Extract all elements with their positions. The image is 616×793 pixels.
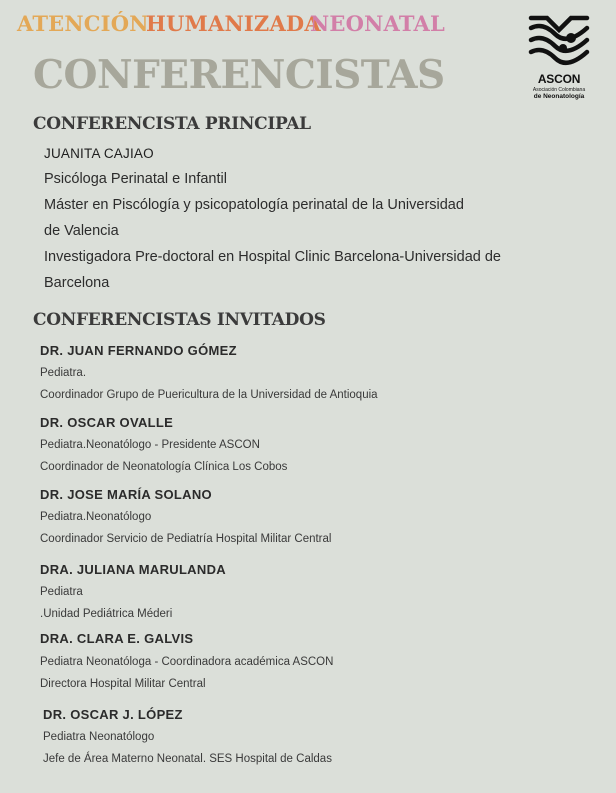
speaker-name: DR. JOSE MARÍA SOLANO [40, 487, 212, 502]
speaker-line: Pediatra Neonatóloga - Coordinadora académica ASCON [40, 656, 334, 668]
speaker-name: DRA. CLARA E. GALVIS [40, 631, 194, 646]
principal-line: Psicóloga Perinatal e Infantil [44, 171, 227, 187]
principal-line: Máster en Piscólogía y psicopatología perinatal de la Universidad [44, 197, 464, 213]
speaker-line: Coordinador Grupo de Puericultura de la Universidad de Antioquia [40, 389, 378, 401]
speaker-name: DRA. JULIANA MARULANDA [40, 562, 226, 577]
speaker-line: Directora Hospital Militar Central [40, 678, 206, 690]
speaker-line: Coordinador de Neonatología Clínica Los Cobos [40, 461, 288, 473]
principal-line: Investigadora Pre-doctoral en Hospital Clinic Barcelona-Universidad de [44, 249, 501, 265]
page-title: CONFERENCISTAS [33, 52, 445, 98]
principal-line: de Valencia [44, 223, 119, 239]
speaker-line: Pediatra Neonatólogo [43, 731, 155, 743]
speaker-name: DR. OSCAR J. LÓPEZ [43, 707, 183, 722]
speaker-line: Jefe de Área Materno Neonatal. SES Hospital de Caldas [43, 753, 332, 765]
speaker-name: DR. JUAN FERNANDO GÓMEZ [40, 343, 237, 358]
ascon-logo-icon [527, 12, 591, 72]
speaker-line: Pediatra. [40, 367, 87, 379]
speaker-line: Pediatra.Neonatólogo - Presidente ASCON [40, 439, 260, 451]
speaker-line: Pediatra.Neonatólogo [40, 511, 152, 523]
ascon-logo [527, 12, 591, 100]
speaker-line: Coordinador Servicio de Pediatría Hospital Militar Central [40, 533, 332, 545]
logo-name: ASCON [537, 72, 581, 86]
header-word-atencion: ATENCIÓN [17, 11, 149, 36]
principal-line: Barcelona [44, 275, 110, 291]
speaker-line: .Unidad Pediátrica Méderi [40, 608, 173, 620]
principal-heading: CONFERENCISTA PRINCIPAL [33, 114, 311, 134]
principal-name: JUANITA CAJIAO [44, 146, 154, 161]
speaker-name: DR. OSCAR OVALLE [40, 415, 174, 430]
logo-line2: de Neonatología [533, 93, 585, 100]
header-word-humanizada: HUMANIZADA [146, 11, 321, 36]
invited-heading: CONFERENCISTAS INVITADOS [33, 310, 326, 330]
logo-line1: Asociación Colombiana [532, 87, 586, 93]
header-word-neonatal: NEONATAL [310, 11, 445, 36]
speaker-line: Pediatra [40, 586, 83, 598]
